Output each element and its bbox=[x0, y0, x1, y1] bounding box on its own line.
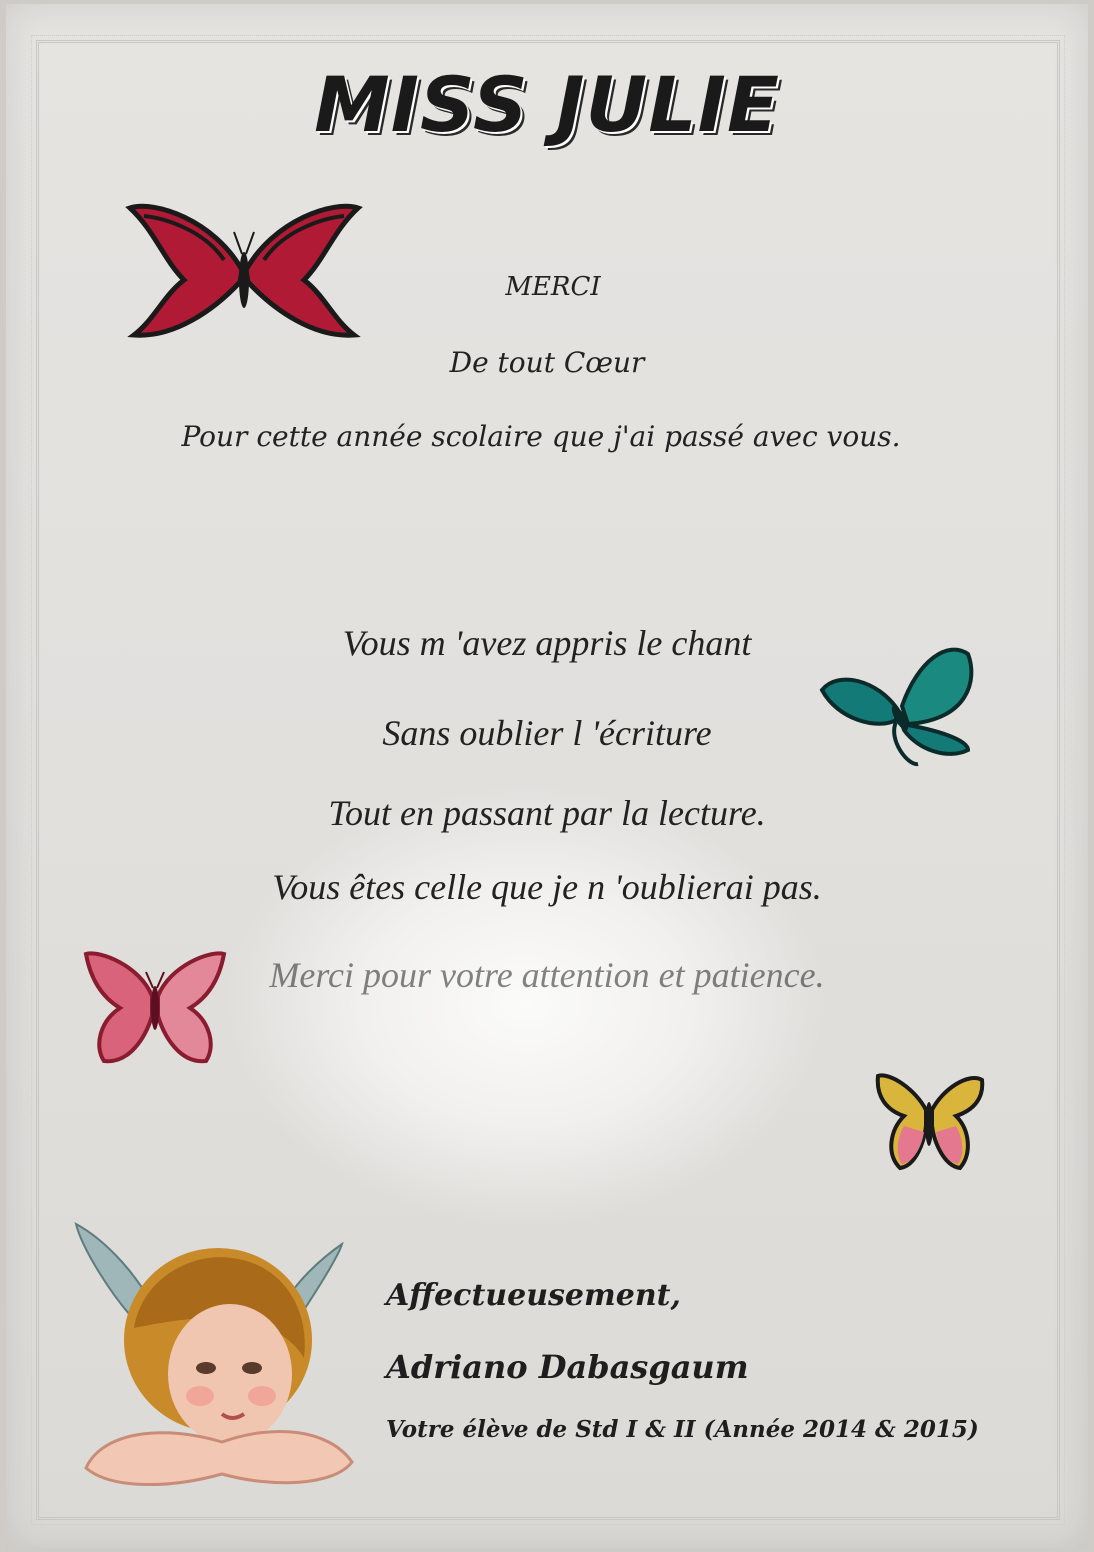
poem-line: Vous êtes celle que je n 'oublierai pas. bbox=[272, 867, 822, 907]
teal-butterfly-icon bbox=[818, 640, 978, 770]
cherub-icon bbox=[72, 1218, 364, 1494]
de-tout-coeur: De tout Cœur bbox=[449, 346, 645, 379]
poem-line: Tout en passant par la lecture. bbox=[328, 793, 766, 833]
student-line: Votre élève de Std I & II (Année 2014 & 2015) bbox=[386, 1416, 979, 1443]
closing-line: Affectueusement, bbox=[386, 1278, 681, 1313]
merci-heading: MERCI bbox=[505, 272, 601, 302]
poem-line: Merci pour votre attention et patience. bbox=[269, 955, 825, 995]
signature-name: Adriano Dabasgaum bbox=[386, 1348, 749, 1386]
card-sheet bbox=[6, 4, 1088, 1548]
yellow-butterfly-icon bbox=[870, 1070, 990, 1176]
card-title: MISS JULIE bbox=[314, 60, 780, 149]
annee-scolaire-line: Pour cette année scolaire que j'ai passé avec vous. bbox=[181, 420, 901, 453]
poem-line: Vous m 'avez appris le chant bbox=[342, 623, 752, 663]
poem-line: Sans oublier l 'écriture bbox=[382, 713, 712, 753]
pink-butterfly-icon bbox=[80, 946, 230, 1071]
